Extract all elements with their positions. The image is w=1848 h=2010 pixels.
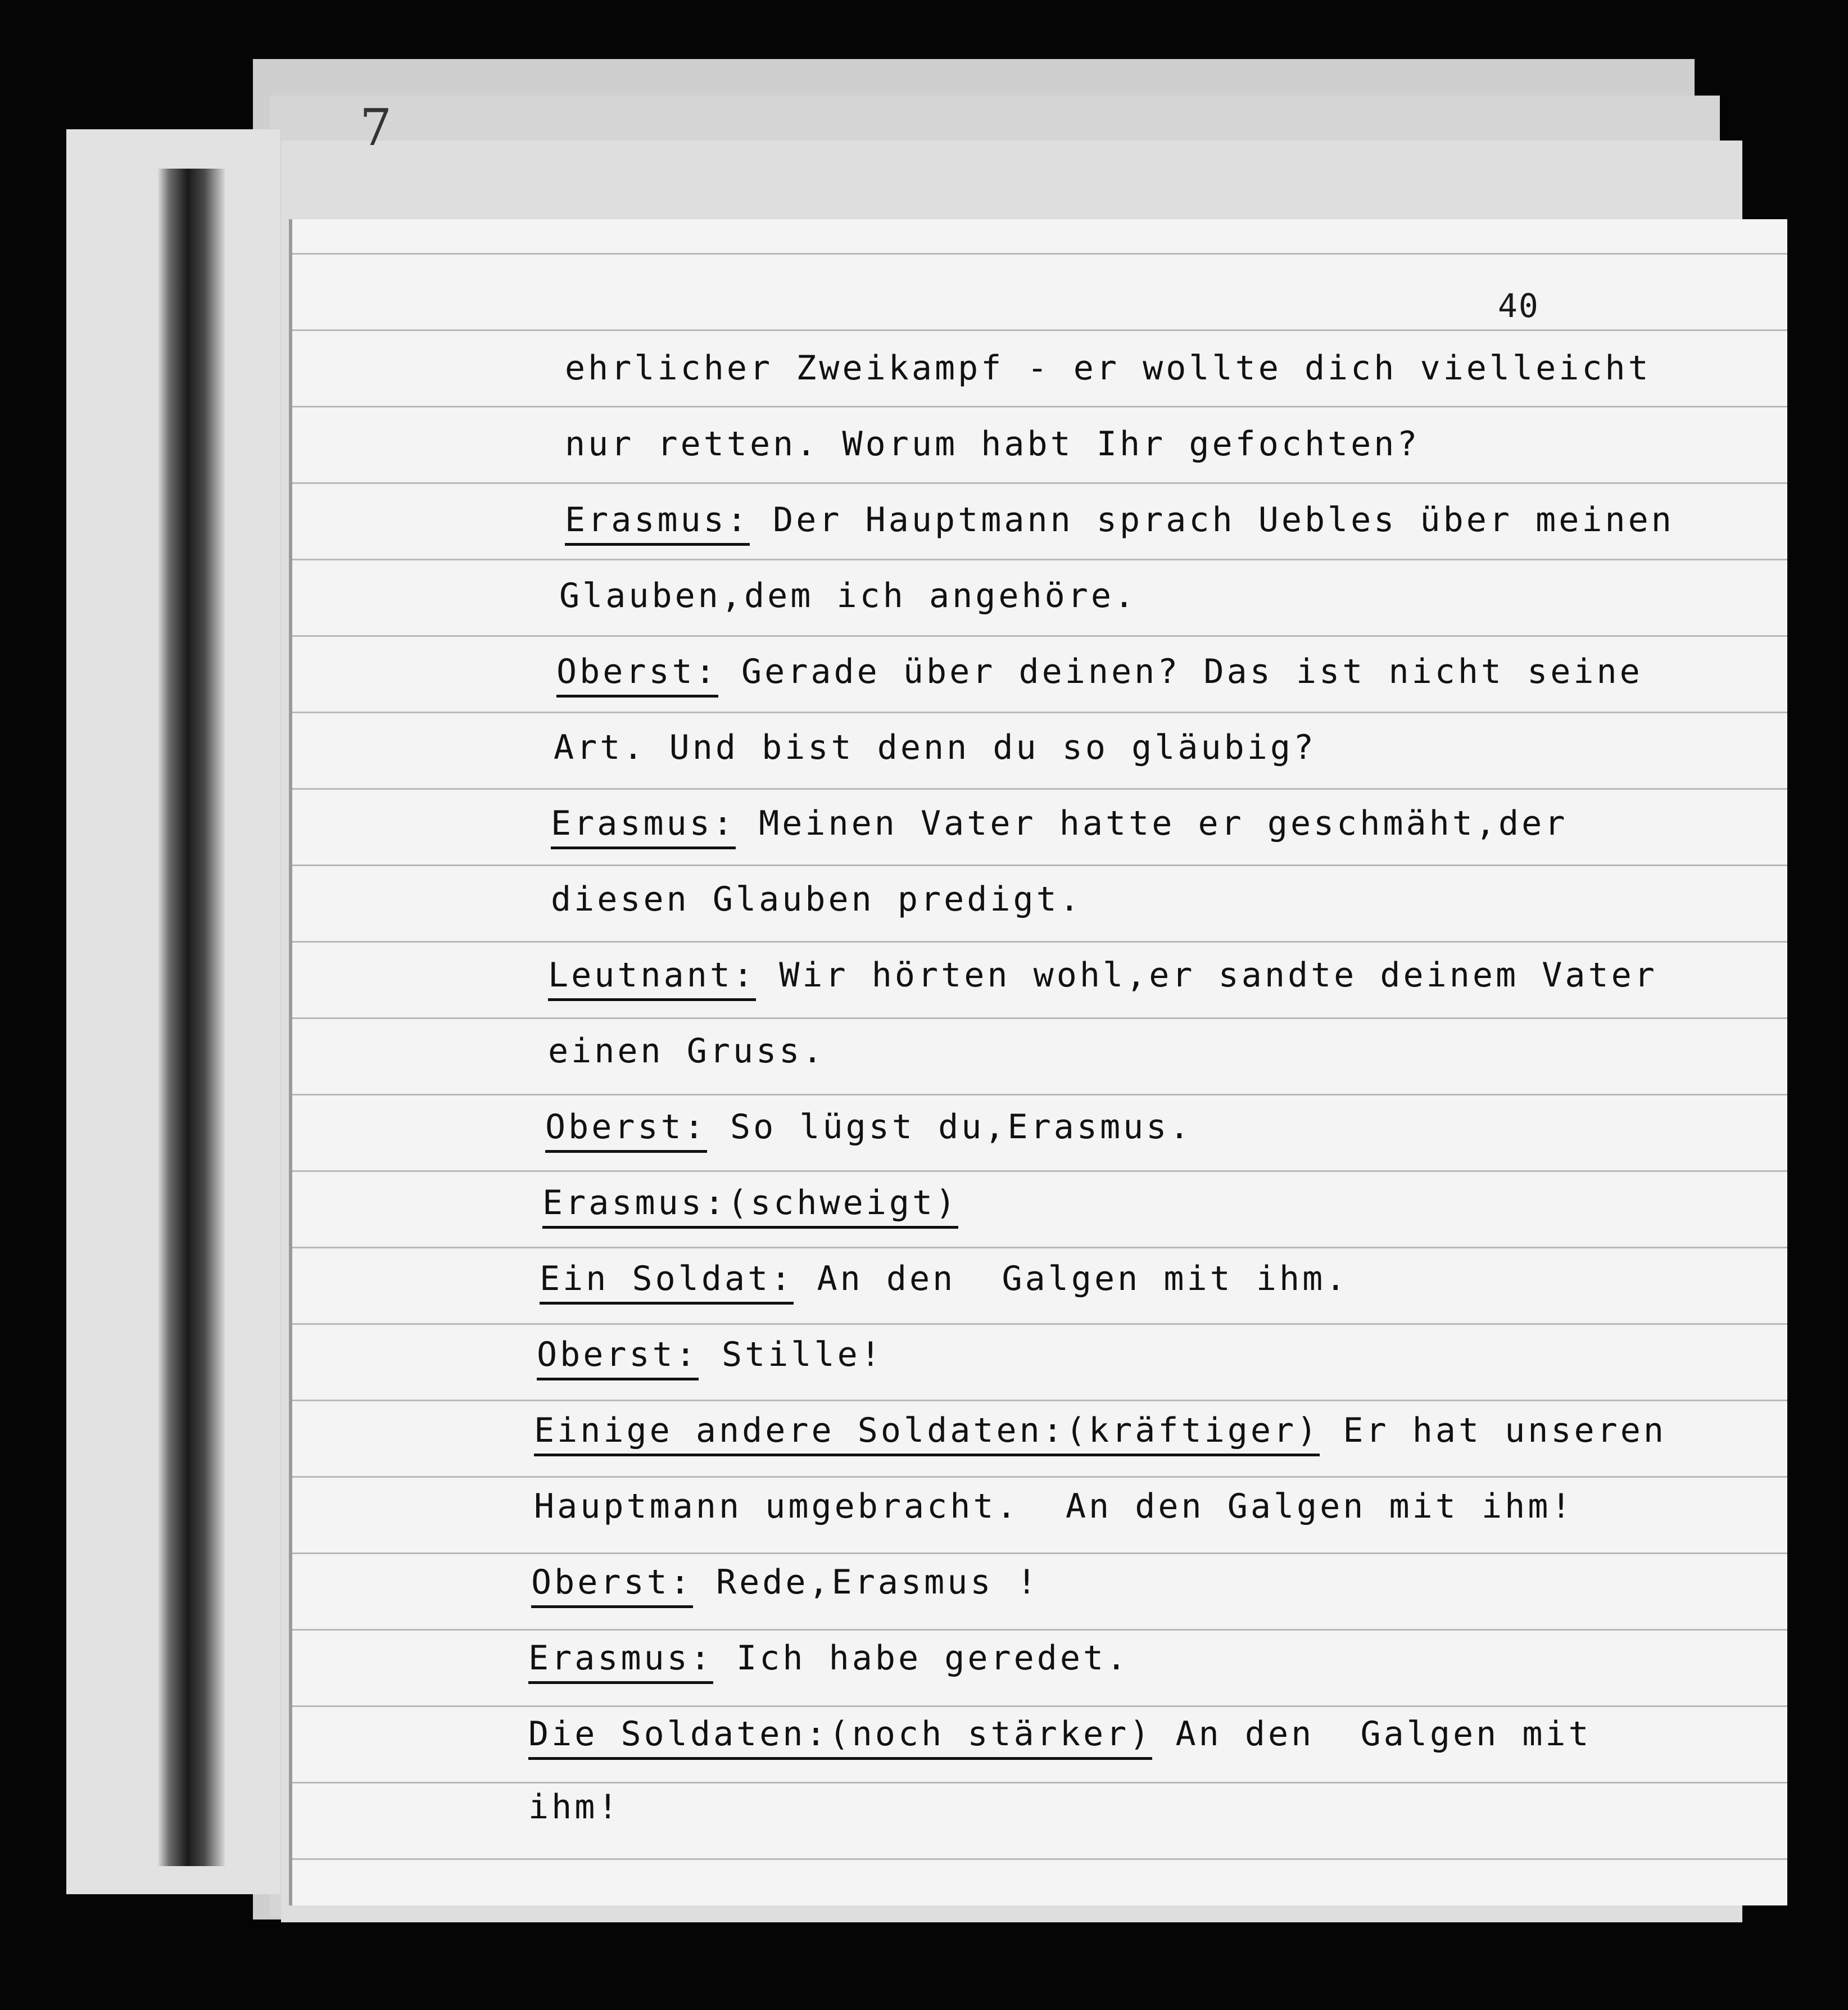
text-line: [548, 1031, 825, 1071]
underlined-segment: Erasmus:: [551, 804, 736, 849]
text-segment: Meinen Vater hatte er geschmäht,der: [735, 804, 1568, 843]
text-line: [528, 1638, 1129, 1678]
text-segment: ihm!: [528, 1787, 621, 1827]
underlined-segment: Erasmus:: [542, 1183, 727, 1229]
underlined-segment: Erasmus:: [528, 1638, 713, 1684]
text-segment: ehrlicher Zweikampf - er wollte dich vielleicht: [565, 348, 1651, 388]
underlined-segment: Oberst:: [556, 652, 718, 698]
text-segment: So lügst du,Erasmus.: [706, 1107, 1193, 1147]
underlined-segment: (schweigt): [727, 1183, 958, 1229]
text-line: [551, 804, 1568, 843]
text-line: [559, 576, 1137, 615]
underlined-segment: Oberst:: [531, 1563, 693, 1608]
underlined-segment: Ein Soldat:: [540, 1259, 794, 1305]
page-number: 40: [1498, 287, 1539, 325]
text-line: [534, 1411, 1666, 1450]
text-segment: nur retten. Worum habt Ihr gefochten?: [565, 424, 1420, 464]
text-line: [534, 1487, 1574, 1526]
underlined-segment: (kräftiger): [1066, 1411, 1320, 1456]
text-segment: Wir hörten wohl,er sandte deinem Vater: [756, 956, 1657, 995]
text-line: [528, 1787, 621, 1827]
binding-shadow: [157, 169, 225, 1866]
typewritten-page: [292, 219, 1787, 1905]
text-line: [528, 1714, 1592, 1754]
text-segment: Gerade über deinen? Das ist nicht seine: [718, 652, 1643, 691]
text-line: [565, 500, 1674, 540]
underlined-segment: Die Soldaten:: [528, 1714, 829, 1760]
text-line: [556, 652, 1643, 691]
text-line: [554, 728, 1316, 767]
text-line: [537, 1335, 884, 1374]
text-segment: Glauben,dem ich angehöre.: [559, 576, 1138, 615]
text-line: [531, 1563, 1040, 1602]
underlined-segment: Erasmus:: [565, 500, 750, 546]
text-segment: Rede,Erasmus !: [692, 1563, 1040, 1602]
text-segment: diesen Glauben predigt.: [551, 880, 1082, 919]
text-line: [551, 880, 1082, 919]
underlined-segment: Oberst:: [537, 1335, 699, 1380]
text-segment: Der Hauptmann sprach Uebles über meinen: [749, 500, 1674, 540]
text-segment: An den Galgen mit ihm.: [794, 1259, 1349, 1298]
text-segment: Stille!: [698, 1335, 884, 1374]
underlined-segment: Einige andere Soldaten:: [534, 1411, 1066, 1456]
text-segment: Art. Und bist denn du so gläubig?: [554, 728, 1317, 767]
text-line: [565, 424, 1420, 464]
text-line: [542, 1183, 958, 1223]
text-segment: Hauptmann umgebracht. An den Galgen mit ihm!: [534, 1487, 1574, 1526]
text-line: [545, 1107, 1192, 1147]
corner-mark: 7: [360, 98, 392, 157]
text-line: [565, 348, 1651, 388]
text-segment: An den Galgen mit: [1152, 1714, 1592, 1754]
text-segment: Er hat unseren: [1320, 1411, 1667, 1450]
underlined-segment: Oberst:: [545, 1107, 707, 1153]
underlined-segment: (noch stärker): [829, 1714, 1153, 1760]
text-segment: Ich habe geredet.: [713, 1638, 1130, 1678]
text-line: [548, 956, 1657, 995]
underlined-segment: Leutnant:: [548, 956, 756, 1001]
text-segment: einen Gruss.: [548, 1031, 826, 1071]
script-text: [292, 219, 1787, 1905]
text-line: [540, 1259, 1348, 1298]
